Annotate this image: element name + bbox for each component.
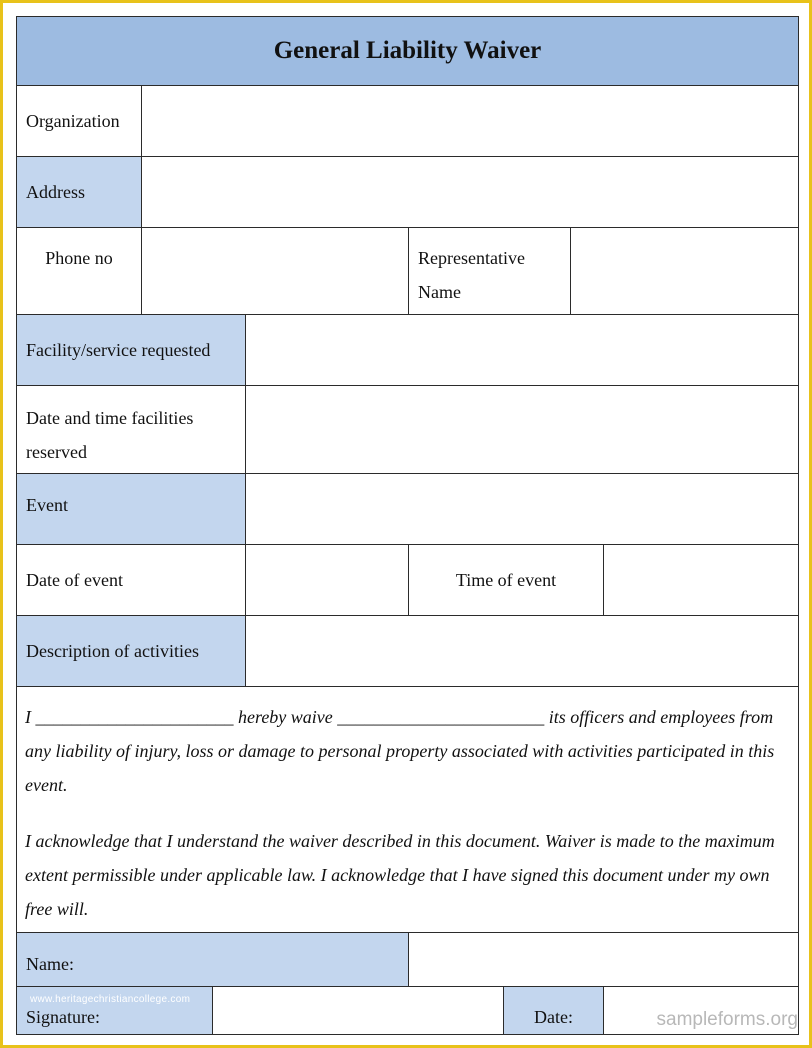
time-of-event-field[interactable] [603, 544, 799, 616]
date-of-event-label [16, 544, 246, 616]
date-time-reserved-label [16, 385, 246, 474]
organization-field[interactable] [141, 85, 799, 157]
address-field[interactable] [141, 156, 799, 228]
facility-label [16, 314, 246, 386]
address-label-text: Address [26, 182, 85, 202]
phone-label-text: Phone no [45, 248, 113, 268]
representative-label [408, 227, 571, 315]
date-of-event-label-text: Date of event [26, 570, 123, 590]
phone-label [16, 227, 142, 315]
organization-label-text: Organization [26, 111, 120, 131]
organization-label [16, 85, 142, 157]
event-field[interactable] [245, 473, 799, 545]
date-label-text: Date: [534, 1007, 573, 1027]
date-of-event-field[interactable] [245, 544, 409, 616]
phone-field[interactable] [141, 227, 409, 315]
site-watermark-small: www.heritagechristiancollege.com [30, 994, 191, 1005]
event-label-text: Event [26, 495, 68, 515]
acknowledgement-paragraph: I acknowledge that I understand the waiver described in this document. Waiver is made to the maximum extent permissible under applicable law. I acknowledge that I have signed this document under my own free will. [25, 831, 775, 919]
time-of-event-label [408, 544, 604, 616]
waiver-paragraph: I ______________________ hereby waive _______________________ its officers and employees from any liability of injury, loss or damage to personal property associated with activities participated in this event. [25, 707, 775, 795]
name-label [16, 932, 409, 987]
name-field[interactable] [408, 932, 799, 987]
address-label [16, 156, 142, 228]
description-field[interactable] [245, 615, 799, 687]
signature-label-text: Signature: [26, 1007, 100, 1027]
date-time-reserved-field[interactable] [245, 385, 799, 474]
name-label-text: Name: [26, 954, 74, 974]
event-label [16, 473, 246, 545]
representative-field[interactable] [570, 227, 799, 315]
representative-label-text: Representative Name [418, 248, 525, 302]
description-label [16, 615, 246, 687]
facility-label-text: Facility/service requested [26, 340, 211, 360]
form-title: General Liability Waiver [16, 16, 799, 86]
description-label-text: Description of activities [26, 641, 199, 661]
date-time-reserved-label-text: Date and time facilities reserved [26, 408, 194, 462]
signature-field[interactable] [212, 986, 504, 1035]
facility-field[interactable] [245, 314, 799, 386]
site-watermark: sampleforms.org [656, 1009, 798, 1030]
time-of-event-label-text: Time of event [455, 570, 557, 590]
date-label [503, 986, 604, 1035]
